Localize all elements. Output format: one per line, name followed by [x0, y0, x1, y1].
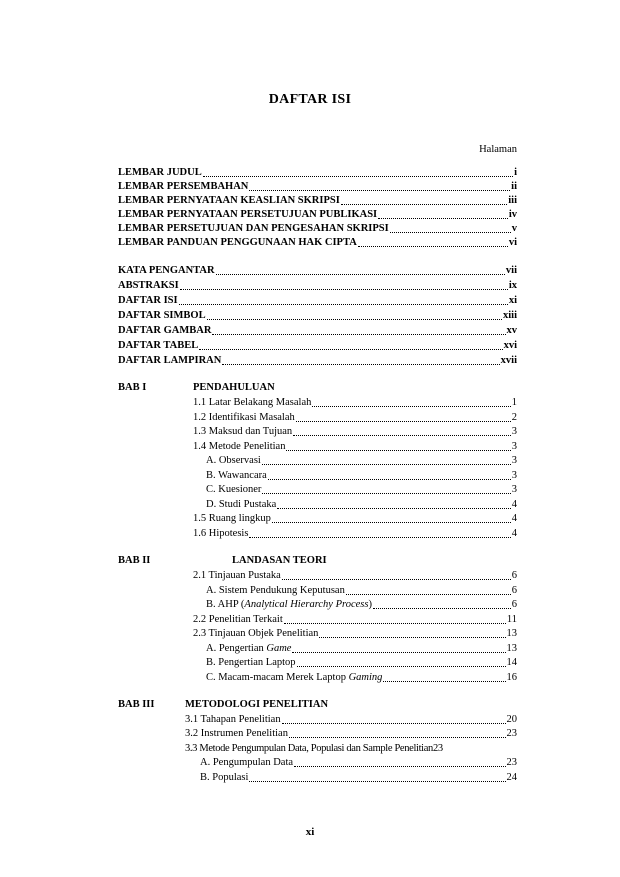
toc-entry[interactable]	[193, 627, 517, 641]
toc-page: 4	[511, 499, 517, 510]
dot-leader	[292, 642, 505, 653]
dot-leader	[249, 527, 510, 538]
toc-label: LEMBAR PANDUAN PENGGUNAAN HAK CIPTA	[118, 237, 357, 248]
toc-entry[interactable]	[185, 727, 517, 741]
toc-page: xvii	[500, 355, 517, 366]
dot-leader	[249, 771, 505, 782]
page-number: xi	[305, 826, 315, 838]
toc-entry[interactable]	[118, 236, 517, 250]
toc-label-italic: Gaming	[348, 672, 383, 683]
toc-page: 13	[506, 628, 517, 639]
dot-leader	[390, 222, 511, 233]
toc-entry[interactable]	[206, 671, 517, 685]
toc-label: C. Kuesioner	[206, 484, 262, 495]
toc-label: B. Populasi	[200, 772, 249, 783]
toc-page: 23	[506, 728, 517, 739]
chapter-number: BAB II	[118, 555, 151, 566]
toc-page: 1	[511, 397, 517, 408]
toc-entry[interactable]	[193, 411, 517, 425]
toc-label: B. Pengertian Laptop	[206, 657, 296, 668]
toc-page: 3	[511, 470, 517, 481]
toc-label: D. Studi Pustaka	[206, 499, 277, 510]
halaman-label: Halaman	[479, 144, 517, 155]
toc-label: LEMBAR PERSETUJUAN DAN PENGESAHAN SKRIPSI	[118, 223, 389, 234]
toc-label: 1.6 Hipotesis	[193, 528, 249, 539]
toc-entry[interactable]	[193, 613, 517, 627]
toc-label: LEMBAR PERNYATAAN KEASLIAN SKRIPSI	[118, 195, 340, 206]
dot-leader	[277, 498, 510, 509]
toc-page: xi	[508, 295, 517, 306]
toc-entry[interactable]	[206, 483, 517, 497]
toc-page: xv	[506, 325, 517, 336]
chapter-title: LANDASAN TEORI	[232, 555, 327, 566]
toc-label: LEMBAR PERNYATAAN PERSETUJUAN PUBLIKASI	[118, 209, 378, 220]
dot-leader	[383, 671, 505, 682]
toc-entry[interactable]	[118, 208, 517, 222]
dot-leader	[282, 569, 511, 580]
dot-leader	[294, 756, 505, 767]
toc-label: DAFTAR LAMPIRAN	[118, 355, 222, 366]
toc-entry[interactable]	[206, 584, 517, 598]
toc-label: LEMBAR PERSEMBAHAN	[118, 181, 249, 192]
toc-entry[interactable]	[193, 512, 517, 526]
dot-leader	[282, 713, 506, 724]
toc-entry[interactable]	[193, 440, 517, 454]
toc-entry[interactable]	[118, 279, 517, 293]
toc-label: DAFTAR ISI	[118, 295, 178, 306]
toc-label: 1.3 Maksud dan Tujuan	[193, 426, 293, 437]
toc-label: 2.1 Tinjauan Pustaka	[193, 570, 281, 581]
toc-label-after: )	[368, 599, 372, 610]
dot-leader	[216, 264, 505, 275]
toc-label: B. Wawancara	[206, 470, 267, 481]
toc-page: xvi	[503, 340, 517, 351]
toc-label: A. Sistem Pendukung Keputusan	[206, 585, 345, 596]
toc-entry[interactable]	[206, 598, 517, 612]
toc-page: 2	[511, 412, 517, 423]
toc-page: 3	[511, 441, 517, 452]
toc-label: A. Observasi	[206, 455, 261, 466]
toc-entry[interactable]	[185, 713, 517, 727]
toc-page: 16	[506, 672, 517, 683]
chapter-number: BAB I	[118, 382, 147, 393]
toc-page: 3	[511, 484, 517, 495]
dot-leader	[249, 180, 510, 191]
toc-label: 3.3 Metode Pengumpulan Data, Populasi dan Sample Penelitian	[185, 743, 433, 754]
toc-label: 1.2 Identifikasi Masalah	[193, 412, 295, 423]
dot-leader	[312, 396, 510, 407]
toc-entry[interactable]	[118, 354, 517, 368]
toc-page: iv	[508, 209, 517, 220]
toc-entry[interactable]	[118, 264, 517, 278]
toc-page: 11	[506, 614, 517, 625]
toc-label: A. Pengumpulan Data	[200, 757, 294, 768]
toc-label-text: B. AHP (	[206, 599, 245, 610]
dot-leader	[262, 483, 510, 494]
toc-entry[interactable]	[206, 469, 517, 483]
toc-label-text: C. Macam-macam Merek Laptop	[206, 672, 349, 683]
toc-page: 24	[506, 772, 517, 783]
dot-leader	[378, 208, 508, 219]
chapter-number: BAB III	[118, 699, 155, 710]
toc-label: DAFTAR GAMBAR	[118, 325, 212, 336]
page-title: DAFTAR ISI	[268, 92, 352, 107]
toc-page: 20	[506, 714, 517, 725]
toc-label: 2.3 Tinjauan Objek Penelitian	[193, 628, 319, 639]
toc-entry[interactable]	[118, 324, 517, 338]
toc-page: vi	[508, 237, 517, 248]
toc-label: 3.2 Instrumen Penelitian	[185, 728, 288, 739]
toc-entry[interactable]	[193, 396, 517, 410]
dot-leader	[297, 656, 506, 667]
dot-leader	[296, 411, 511, 422]
toc-entry[interactable]	[193, 527, 517, 541]
toc-entry[interactable]	[206, 454, 517, 468]
toc-entry[interactable]	[206, 642, 517, 656]
dot-leader	[284, 613, 506, 624]
toc-label: ABSTRAKSI	[118, 280, 179, 291]
toc-label	[206, 671, 382, 685]
toc-page: 4	[511, 528, 517, 539]
dot-leader	[207, 309, 502, 320]
toc-page: 14	[506, 657, 517, 668]
toc-page: 6	[511, 585, 517, 596]
toc-entry[interactable]	[185, 742, 517, 756]
dot-leader	[286, 440, 510, 451]
chapter-title: METODOLOGI PENELITIAN	[185, 699, 329, 710]
toc-entry[interactable]	[118, 309, 517, 323]
dot-leader	[341, 194, 507, 205]
dot-leader	[358, 236, 508, 247]
toc-label-italic: Game	[266, 643, 292, 654]
toc-label: DAFTAR SIMBOL	[118, 310, 206, 321]
toc-label: 1.1 Latar Belakang Masalah	[193, 397, 312, 408]
toc-label-text: A. Pengertian	[206, 643, 267, 654]
toc-entry[interactable]	[118, 166, 517, 180]
toc-entry[interactable]	[118, 339, 517, 353]
toc-entry[interactable]	[118, 180, 517, 194]
toc-entry[interactable]	[193, 425, 517, 439]
toc-entry[interactable]	[118, 194, 517, 208]
dot-leader	[373, 598, 511, 609]
toc-entry[interactable]	[206, 498, 517, 512]
toc-page: 13	[506, 643, 517, 654]
toc-label	[206, 598, 372, 612]
toc-page: xiii	[502, 310, 517, 321]
toc-page: ii	[511, 181, 517, 192]
dot-leader	[203, 166, 513, 177]
toc-page: 23	[506, 757, 517, 768]
dot-leader	[268, 469, 511, 480]
toc-page: 23	[432, 743, 443, 754]
dot-leader	[222, 354, 499, 365]
dot-leader	[272, 512, 511, 523]
toc-page: ix	[508, 280, 517, 291]
dot-leader	[262, 454, 511, 465]
dot-leader	[199, 339, 502, 350]
toc-label: 3.1 Tahapan Penelitian	[185, 714, 281, 725]
toc-label: DAFTAR TABEL	[118, 340, 199, 351]
dot-leader	[212, 324, 505, 335]
toc-page: 3	[511, 426, 517, 437]
toc-page: v	[511, 223, 517, 234]
toc-entry[interactable]	[200, 756, 517, 770]
toc-page: 3	[511, 455, 517, 466]
dot-leader	[293, 425, 511, 436]
toc-page: i	[514, 167, 517, 178]
toc-entry[interactable]	[193, 569, 517, 583]
toc-label: LEMBAR JUDUL	[118, 167, 202, 178]
dot-leader	[180, 279, 508, 290]
toc-entry[interactable]	[118, 222, 517, 236]
dot-leader	[179, 294, 508, 305]
toc-label: 2.2 Penelitian Terkait	[193, 614, 283, 625]
toc-entry[interactable]	[200, 771, 517, 785]
toc-page: iii	[508, 195, 517, 206]
toc-label	[206, 642, 291, 656]
toc-label: 1.5 Ruang lingkup	[193, 513, 271, 524]
toc-page: vii	[505, 265, 517, 276]
toc-label: KATA PENGANTAR	[118, 265, 215, 276]
toc-label-italic: Analytical Hierarchy Process	[244, 599, 369, 610]
toc-entry[interactable]	[206, 656, 517, 670]
toc-page: 6	[511, 570, 517, 581]
dot-leader	[319, 627, 505, 638]
dot-leader	[346, 584, 511, 595]
toc-entry[interactable]	[118, 294, 517, 308]
toc-page: 4	[511, 513, 517, 524]
toc-label: 1.4 Metode Penelitian	[193, 441, 286, 452]
toc-page: 6	[511, 599, 517, 610]
dot-leader	[289, 727, 506, 738]
chapter-title: PENDAHULUAN	[193, 382, 275, 393]
